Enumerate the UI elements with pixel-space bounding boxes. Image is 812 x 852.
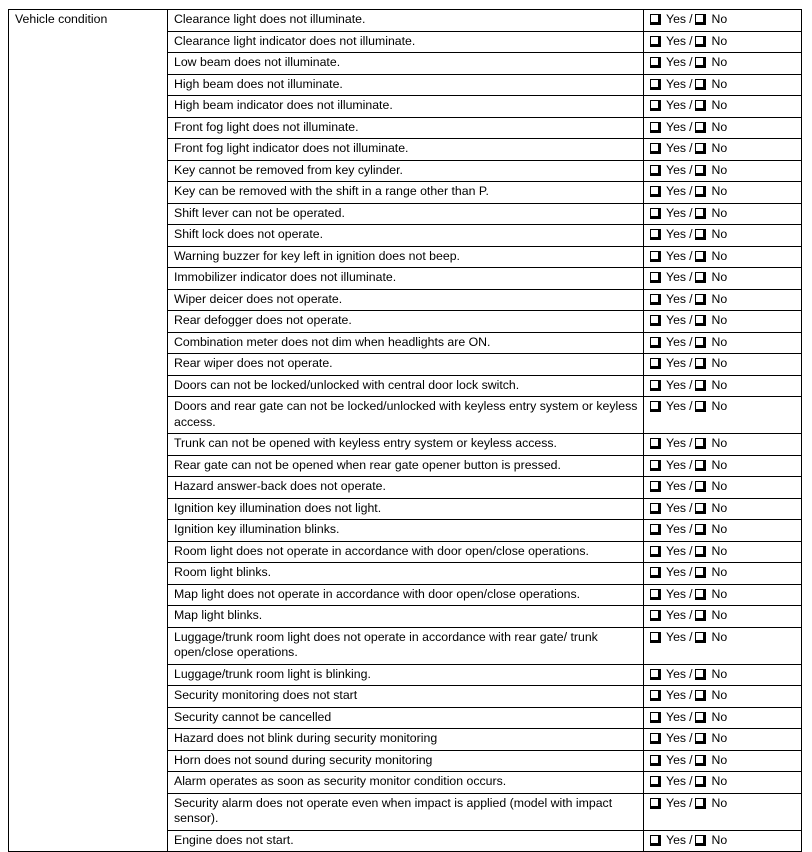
no-label: No [711,586,728,601]
no-label: No [711,565,728,579]
condition-text: Ignition key illumination blinks. [168,520,644,542]
no-label: No [711,98,728,112]
condition-text: High beam indicator does not illuminate. [168,96,644,118]
yes-no-answer [644,729,802,751]
yes-checkbox[interactable] [650,589,661,600]
no-label: No [711,666,728,681]
separator: / [689,688,693,702]
condition-text: Shift lever can not be operated. [168,203,644,225]
yes-label: Yes [666,55,687,69]
yes-label: Yes [666,356,687,370]
no-label: No [711,731,728,745]
yes-checkbox[interactable] [650,100,661,111]
yes-no-answer [644,686,802,708]
yes-label: Yes [666,479,687,493]
yes-label: Yes [666,832,687,847]
condition-text: Shift lock does not operate. [168,225,644,247]
condition-text: Trunk can not be opened with keyless entry system or keyless access. [168,434,644,456]
condition-text: Security cannot be cancelled [168,707,644,729]
separator: / [689,76,693,91]
separator: / [689,205,693,220]
yes-no-answer [644,563,802,585]
yes-checkbox[interactable] [650,669,661,680]
yes-no-answer [644,354,802,376]
no-checkbox[interactable] [695,798,706,809]
yes-label: Yes [666,119,687,134]
separator: / [689,522,693,536]
separator: / [689,291,693,306]
yes-no-answer [644,520,802,542]
yes-no-answer [644,772,802,794]
yes-no-answer [644,606,802,628]
yes-checkbox[interactable] [650,208,661,219]
condition-text: Hazard does not blink during security monitoring [168,729,644,751]
no-label: No [711,205,728,220]
no-checkbox[interactable] [695,272,706,283]
yes-label: Yes [666,248,687,263]
yes-no-answer [644,74,802,96]
no-label: No [711,33,728,48]
no-checkbox[interactable] [695,380,706,391]
condition-text: Combination meter does not dim when headlights are ON. [168,332,644,354]
yes-checkbox[interactable] [650,380,661,391]
condition-text: Rear gate can not be opened when rear gate opener button is pressed. [168,455,644,477]
yes-checkbox[interactable] [650,733,661,744]
no-label: No [711,832,728,847]
no-label: No [711,436,728,450]
table-row [9,10,802,32]
no-label: No [711,377,728,392]
no-label: No [711,795,728,810]
yes-checkbox[interactable] [650,272,661,283]
yes-label: Yes [666,76,687,91]
yes-checkbox[interactable] [650,438,661,449]
yes-label: Yes [666,709,687,724]
separator: / [689,795,693,810]
condition-text: Map light blinks. [168,606,644,628]
separator: / [689,436,693,450]
no-checkbox[interactable] [695,122,706,133]
condition-text: Room light blinks. [168,563,644,585]
no-checkbox[interactable] [695,460,706,471]
condition-text: Rear wiper does not operate. [168,354,644,376]
yes-no-answer [644,311,802,333]
yes-checkbox[interactable] [650,632,661,643]
yes-label: Yes [666,227,687,241]
no-checkbox[interactable] [695,401,706,412]
condition-text: Doors and rear gate can not be locked/unlocked with keyless entry system or keyless access. [168,397,644,434]
yes-checkbox[interactable] [650,460,661,471]
yes-no-answer [644,664,802,686]
separator: / [689,55,693,69]
condition-text: Key can be removed with the shift in a range other than P. [168,182,644,204]
no-label: No [711,76,728,91]
no-label: No [711,162,728,177]
separator: / [689,774,693,788]
separator: / [689,586,693,601]
yes-no-answer [644,434,802,456]
no-label: No [711,543,728,558]
condition-text: Rear defogger does not operate. [168,311,644,333]
no-label: No [711,688,728,702]
yes-checkbox[interactable] [650,57,661,68]
condition-text: Warning buzzer for key left in ignition does not beep. [168,246,644,268]
yes-label: Yes [666,399,687,413]
yes-checkbox[interactable] [650,755,661,766]
yes-label: Yes [666,334,687,349]
no-checkbox[interactable] [695,669,706,680]
no-label: No [711,270,728,284]
separator: / [689,162,693,177]
yes-checkbox[interactable] [650,14,661,25]
yes-label: Yes [666,774,687,788]
condition-text: Front fog light indicator does not illuminate. [168,139,644,161]
separator: / [689,356,693,370]
yes-no-answer [644,53,802,75]
no-checkbox[interactable] [695,589,706,600]
separator: / [689,543,693,558]
yes-label: Yes [666,522,687,536]
condition-text: Luggage/trunk room light is blinking. [168,664,644,686]
yes-checkbox[interactable] [650,546,661,557]
yes-no-answer [644,268,802,290]
separator: / [689,479,693,493]
yes-label: Yes [666,313,687,327]
yes-label: Yes [666,141,687,155]
yes-no-answer [644,477,802,499]
condition-text: Immobilizer indicator does not illuminate. [168,268,644,290]
separator: / [689,752,693,767]
yes-label: Yes [666,184,687,198]
yes-label: Yes [666,543,687,558]
yes-no-answer [644,541,802,563]
yes-checkbox[interactable] [650,712,661,723]
yes-no-answer [644,750,802,772]
no-checkbox[interactable] [695,337,706,348]
yes-no-answer [644,627,802,664]
separator: / [689,334,693,349]
condition-text: Map light does not operate in accordance with door open/close operations. [168,584,644,606]
no-checkbox[interactable] [695,438,706,449]
yes-checkbox[interactable] [650,165,661,176]
no-label: No [711,457,728,472]
condition-text: High beam does not illuminate. [168,74,644,96]
no-checkbox[interactable] [695,776,706,787]
yes-checkbox[interactable] [650,503,661,514]
yes-checkbox[interactable] [650,36,661,47]
category-label: Vehicle condition [9,10,168,852]
condition-text: Doors can not be locked/unlocked with central door lock switch. [168,375,644,397]
no-label: No [711,184,728,198]
yes-no-answer [644,203,802,225]
yes-label: Yes [666,795,687,810]
yes-label: Yes [666,731,687,745]
no-checkbox[interactable] [695,57,706,68]
yes-checkbox[interactable] [650,79,661,90]
separator: / [689,270,693,284]
condition-text: Clearance light does not illuminate. [168,10,644,32]
yes-label: Yes [666,436,687,450]
yes-no-answer [644,96,802,118]
no-label: No [711,752,728,767]
condition-text: Hazard answer-back does not operate. [168,477,644,499]
no-label: No [711,399,728,413]
no-checkbox[interactable] [695,733,706,744]
yes-label: Yes [666,270,687,284]
no-label: No [711,479,728,493]
yes-label: Yes [666,162,687,177]
yes-checkbox[interactable] [650,524,661,535]
yes-no-answer [644,289,802,311]
no-checkbox[interactable] [695,229,706,240]
table-body [9,10,802,852]
yes-no-answer [644,246,802,268]
no-label: No [711,522,728,536]
yes-checkbox[interactable] [650,798,661,809]
yes-no-answer [644,117,802,139]
yes-label: Yes [666,457,687,472]
separator: / [689,33,693,48]
no-checkbox[interactable] [695,481,706,492]
no-checkbox[interactable] [695,546,706,557]
no-checkbox[interactable] [695,567,706,578]
no-label: No [711,334,728,349]
separator: / [689,98,693,112]
no-checkbox[interactable] [695,165,706,176]
condition-text: Wiper deicer does not operate. [168,289,644,311]
condition-text: Luggage/trunk room light does not operate in accordance with rear gate/ trunk open/close operations. [168,627,644,664]
yes-label: Yes [666,629,687,644]
yes-label: Yes [666,608,687,622]
separator: / [689,377,693,392]
no-label: No [711,313,728,327]
yes-label: Yes [666,33,687,48]
condition-text: Engine does not start. [168,830,644,852]
no-label: No [711,141,728,155]
yes-no-answer [644,707,802,729]
yes-label: Yes [666,500,687,515]
yes-checkbox[interactable] [650,294,661,305]
yes-label: Yes [666,586,687,601]
separator: / [689,565,693,579]
yes-checkbox[interactable] [650,337,661,348]
separator: / [689,608,693,622]
no-label: No [711,629,728,644]
no-checkbox[interactable] [695,186,706,197]
condition-text: Ignition key illumination does not light. [168,498,644,520]
separator: / [689,248,693,263]
yes-checkbox[interactable] [650,567,661,578]
no-label: No [711,248,728,263]
no-checkbox[interactable] [695,610,706,621]
yes-label: Yes [666,752,687,767]
yes-checkbox[interactable] [650,401,661,412]
yes-no-answer [644,830,802,852]
no-label: No [711,608,728,622]
separator: / [689,227,693,241]
no-label: No [711,500,728,515]
yes-checkbox[interactable] [650,315,661,326]
yes-no-answer [644,160,802,182]
no-checkbox[interactable] [695,143,706,154]
no-label: No [711,774,728,788]
condition-text: Security monitoring does not start [168,686,644,708]
no-checkbox[interactable] [695,251,706,262]
condition-text: Clearance light indicator does not illuminate. [168,31,644,53]
separator: / [689,141,693,155]
yes-no-answer [644,225,802,247]
no-checkbox[interactable] [695,100,706,111]
separator: / [689,12,693,26]
yes-label: Yes [666,291,687,306]
no-checkbox[interactable] [695,835,706,846]
condition-text: Horn does not sound during security monitoring [168,750,644,772]
yes-checkbox[interactable] [650,143,661,154]
yes-checkbox[interactable] [650,610,661,621]
separator: / [689,709,693,724]
condition-text: Security alarm does not operate even when impact is applied (model with impact sensor). [168,793,644,830]
yes-label: Yes [666,688,687,702]
yes-no-answer [644,584,802,606]
yes-label: Yes [666,666,687,681]
yes-no-answer [644,397,802,434]
separator: / [689,832,693,847]
no-checkbox[interactable] [695,79,706,90]
yes-label: Yes [666,205,687,220]
yes-checkbox[interactable] [650,358,661,369]
separator: / [689,457,693,472]
yes-no-answer [644,10,802,32]
no-checkbox[interactable] [695,315,706,326]
yes-no-answer [644,793,802,830]
yes-label: Yes [666,98,687,112]
no-checkbox[interactable] [695,690,706,701]
no-label: No [711,227,728,241]
no-label: No [711,709,728,724]
yes-checkbox[interactable] [650,251,661,262]
yes-no-answer [644,375,802,397]
separator: / [689,500,693,515]
yes-checkbox[interactable] [650,229,661,240]
no-label: No [711,291,728,306]
no-checkbox[interactable] [695,14,706,25]
separator: / [689,313,693,327]
yes-checkbox[interactable] [650,835,661,846]
condition-text: Room light does not operate in accordance with door open/close operations. [168,541,644,563]
no-checkbox[interactable] [695,36,706,47]
yes-no-answer [644,455,802,477]
no-checkbox[interactable] [695,755,706,766]
no-checkbox[interactable] [695,358,706,369]
condition-text: Key cannot be removed from key cylinder. [168,160,644,182]
condition-text: Alarm operates as soon as security monitor condition occurs. [168,772,644,794]
no-checkbox[interactable] [695,524,706,535]
yes-checkbox[interactable] [650,481,661,492]
condition-text: Front fog light does not illuminate. [168,117,644,139]
yes-no-answer [644,31,802,53]
no-label: No [711,55,728,69]
yes-checkbox[interactable] [650,186,661,197]
separator: / [689,184,693,198]
yes-checkbox[interactable] [650,776,661,787]
yes-checkbox[interactable] [650,690,661,701]
yes-no-answer [644,332,802,354]
no-checkbox[interactable] [695,208,706,219]
no-label: No [711,119,728,134]
separator: / [689,119,693,134]
yes-checkbox[interactable] [650,122,661,133]
yes-no-answer [644,498,802,520]
yes-label: Yes [666,377,687,392]
vehicle-condition-table [8,9,802,852]
separator: / [689,731,693,745]
separator: / [689,666,693,681]
yes-label: Yes [666,12,687,26]
separator: / [689,629,693,644]
no-label: No [711,12,728,26]
no-checkbox[interactable] [695,632,706,643]
no-checkbox[interactable] [695,712,706,723]
no-checkbox[interactable] [695,294,706,305]
no-checkbox[interactable] [695,503,706,514]
condition-text: Low beam does not illuminate. [168,53,644,75]
yes-no-answer [644,139,802,161]
yes-label: Yes [666,565,687,579]
no-label: No [711,356,728,370]
yes-no-answer [644,182,802,204]
separator: / [689,399,693,413]
